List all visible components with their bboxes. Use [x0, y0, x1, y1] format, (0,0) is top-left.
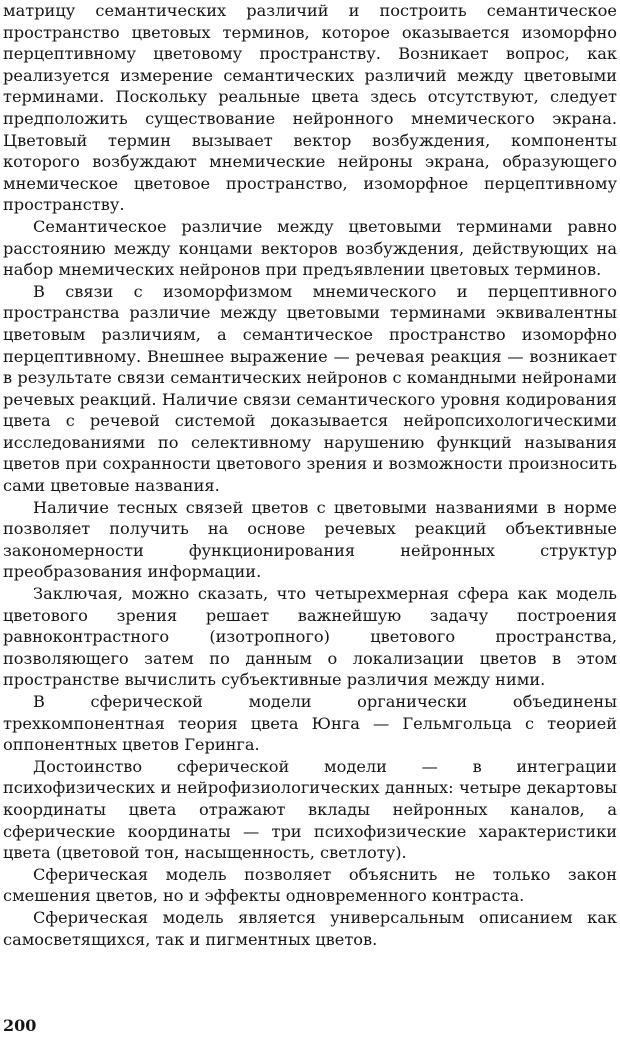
- body-text: [3, 0, 617, 950]
- paragraph-color-names: Наличие тесных связей цветов с цветовыми названиями в норме позволяет получить на основе речевых реакций объективные закономерности функционирования нейронных структур преобразования информации.: [3, 497, 617, 582]
- paragraph-continuation: матрицу семантических различий и построить семантическое пространство цветовых терминов, которое оказывается изоморфно перцептивному цветовому пространству. Возникает вопрос, как реализуется измерение семантических различий между цветовыми терминами. Поскольку реальные цвета здесь отсутствуют, следует предположить существование нейронного мнемического экрана. Цветовый термин вызывает вектор возбуждения, компоненты которого возбуждают мнемические нейроны экрана, образующего мнемическое цветовое пространство, изоморфное перцептивному пространству.: [3, 1, 617, 215]
- paragraph-conclusion: Заключая, можно сказать, что четырехмерная сфера как модель цветового зрения решает важнейшую задачу построения равноконтрастного (изотропного) цветового пространства, позволяющего затем по данным о локализации цветов в этом пространстве вычислить субъективные различия между ними.: [3, 584, 617, 690]
- paragraph-model-advantage: Достоинство сферической модели — в интеграции психофизических и нейрофизиологических данных: четыре декартовы координаты цвета отражают вклады нейронных каналов, а сферические координаты — три психофизические характеристики цвета (цветовой тон, насыщенность, светлоту).: [3, 756, 617, 863]
- page-number: 200: [3, 1016, 37, 1035]
- paragraph-mixing-law: Сферическая модель позволяет объяснить не только закон смешения цветов, но и эффекты одновременного контраста.: [3, 864, 617, 906]
- paragraph-theory-union: В сферической модели органически объединены трехкомпонентная теория цвета Юнга — Гельмгольца с теорией оппонентных цветов Геринга.: [3, 692, 617, 755]
- paragraph-isomorphism: В связи с изоморфизмом мнемического и перцептивного пространства различие между цветовыми терминами эквивалентны цветовым различиям, а семантическое пространство изоморфно перцептивному. Внешнее выражение — речевая реакция — возникает в результате связи семантических нейронов с командными нейронами речевых реакций. Наличие связи семантического уровня кодирования цвета с речевой системой доказывается нейропсихологическими исследованиями по селективному нарушению функций называния цветов при сохранности цветового зрения и возможности произносить сами цветовые названия.: [3, 281, 617, 496]
- paragraph-universal-description: Сферическая модель является универсальным описанием как самосветящихся, так и пигментных цветов.: [3, 907, 617, 949]
- paragraph-semantic-difference: Семантическое различие между цветовыми терминами равно расстоянию между концами векторов возбуждения, действующих на набор мнемических нейронов при предъявлении цветовых терминов.: [3, 216, 617, 280]
